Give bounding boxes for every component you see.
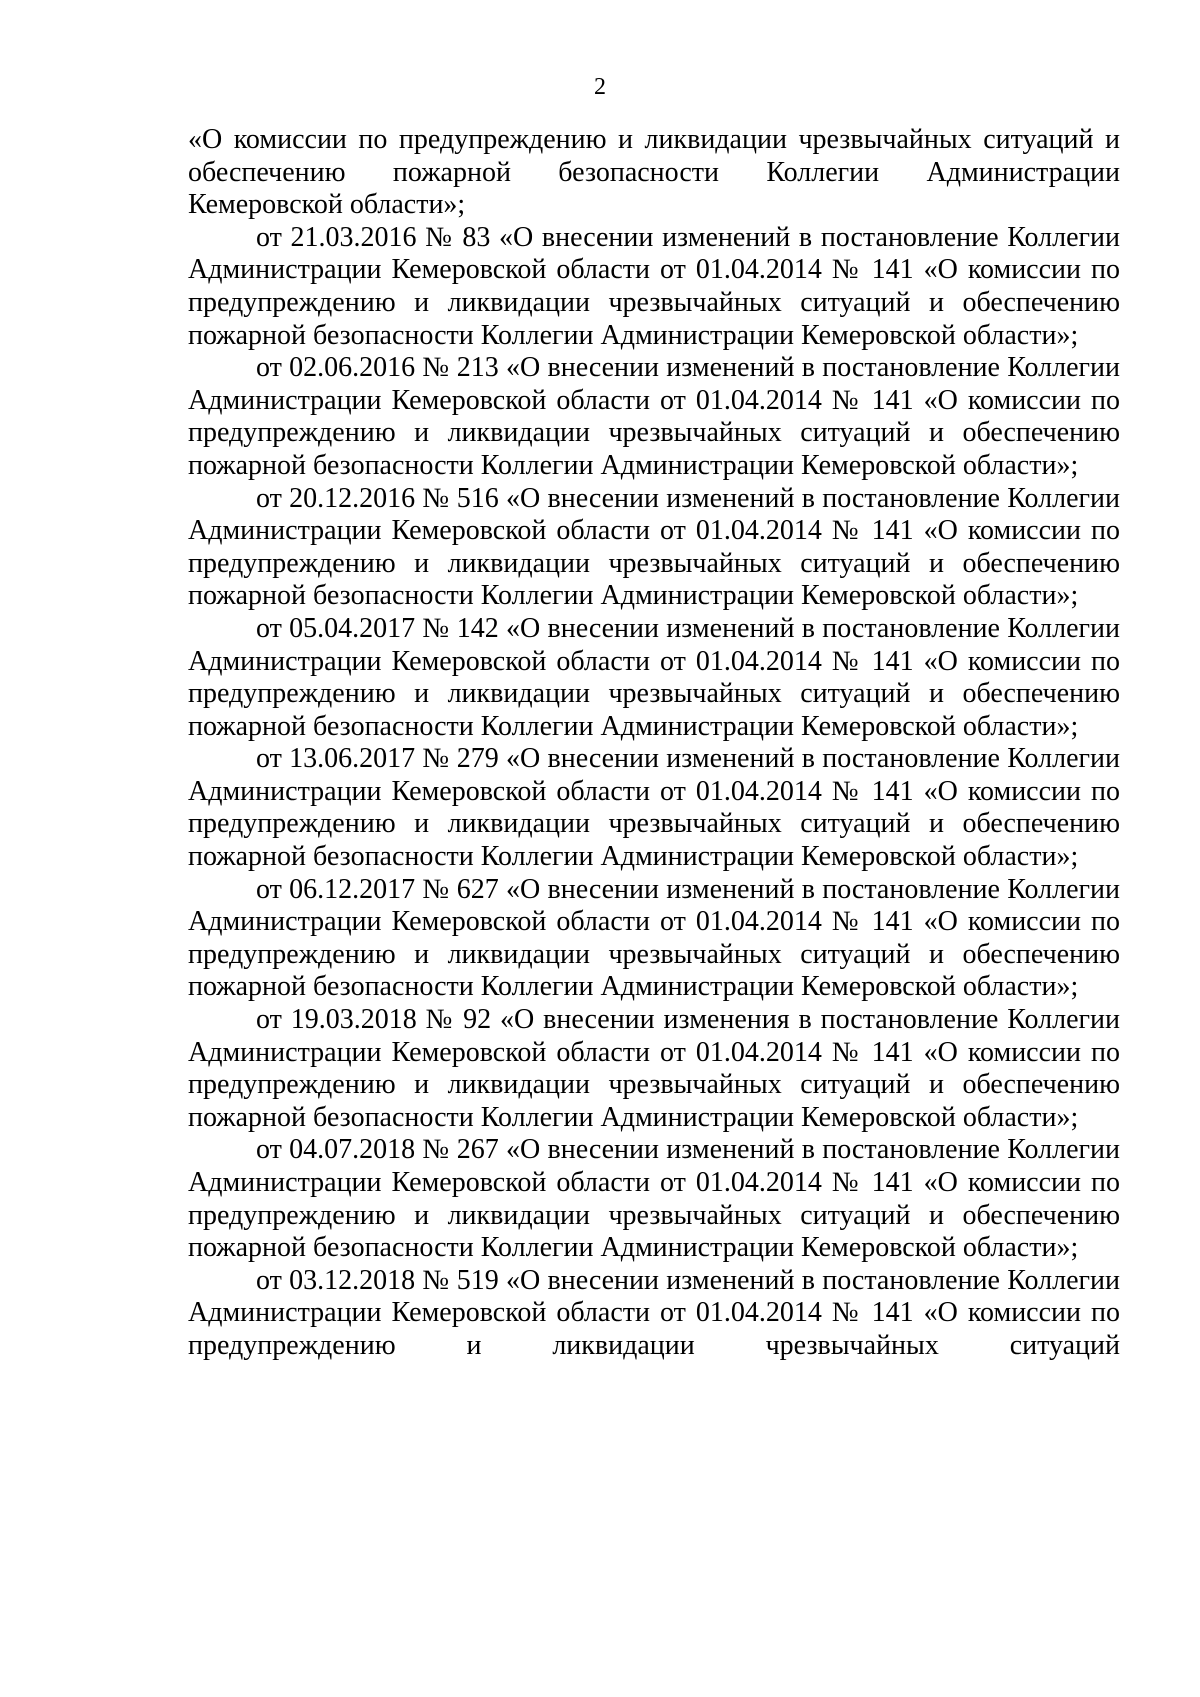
paragraph: от 06.12.2017 № 627 «О внесении изменений в постановление Коллегии Администрации Кемеровской области от 01.04.2014 № 141 «О комиссии по предупреждению и ликвидации чрезвычайных ситуаций и обеспечению пожарной безопасности Коллегии Администрации Кемеровской области»; bbox=[188, 873, 1120, 1003]
paragraph: «О комиссии по предупреждению и ликвидации чрезвычайных ситуаций и обеспечению пожарной безопасности Коллегии Администрации Кемеровской области»; bbox=[188, 124, 1120, 221]
paragraph: от 02.06.2016 № 213 «О внесении изменений в постановление Коллегии Администрации Кемеровской области от 01.04.2014 № 141 «О комиссии по предупреждению и ликвидации чрезвычайных ситуаций и обеспечению пожарной безопасности Коллегии Администрации Кемеровской области»; bbox=[188, 352, 1120, 481]
document-body bbox=[188, 124, 1120, 1363]
paragraph: от 21.03.2016 № 83 «О внесении изменений в постановление Коллегии Администрации Кемеровской области от 01.04.2014 № 141 «О комиссии по предупреждению и ликвидации чрезвычайных ситуаций и обеспечению пожарной безопасности Коллегии Администрации Кемеровской области»; bbox=[188, 221, 1120, 351]
paragraph: от 19.03.2018 № 92 «О внесении изменения в постановление Коллегии Администрации Кемеровской области от 01.04.2014 № 141 «О комиссии по предупреждению и ликвидации чрезвычайных ситуаций и обеспечению пожарной безопасности Коллегии Администрации Кемеровской области»; bbox=[188, 1004, 1120, 1133]
paragraph: от 04.07.2018 № 267 «О внесении изменений в постановление Коллегии Администрации Кемеровской области от 01.04.2014 № 141 «О комиссии по предупреждению и ликвидации чрезвычайных ситуаций и обеспечению пожарной безопасности Коллегии Администрации Кемеровской области»; bbox=[188, 1134, 1120, 1264]
paragraph: от 03.12.2018 № 519 «О внесении изменений в постановление Коллегии Администрации Кемеровской области от 01.04.2014 № 141 «О комиссии по предупреждению и ликвидации чрезвычайных ситуаций bbox=[188, 1264, 1120, 1361]
page-number: 2 bbox=[594, 74, 606, 100]
paragraph: от 20.12.2016 № 516 «О внесении изменений в постановление Коллегии Администрации Кемеровской области от 01.04.2014 № 141 «О комиссии по предупреждению и ликвидации чрезвычайных ситуаций и обеспечению пожарной безопасности Коллегии Администрации Кемеровской области»; bbox=[188, 482, 1120, 612]
paragraph: от 05.04.2017 № 142 «О внесении изменений в постановление Коллегии Администрации Кемеровской области от 01.04.2014 № 141 «О комиссии по предупреждению и ликвидации чрезвычайных ситуаций и обеспечению пожарной безопасности Коллегии Администрации Кемеровской области»; bbox=[188, 612, 1120, 742]
paragraph: от 13.06.2017 № 279 «О внесении изменений в постановление Коллегии Администрации Кемеровской области от 01.04.2014 № 141 «О комиссии по предупреждению и ликвидации чрезвычайных ситуаций и обеспечению пожарной безопасности Коллегии Администрации Кемеровской области»; bbox=[188, 743, 1120, 873]
